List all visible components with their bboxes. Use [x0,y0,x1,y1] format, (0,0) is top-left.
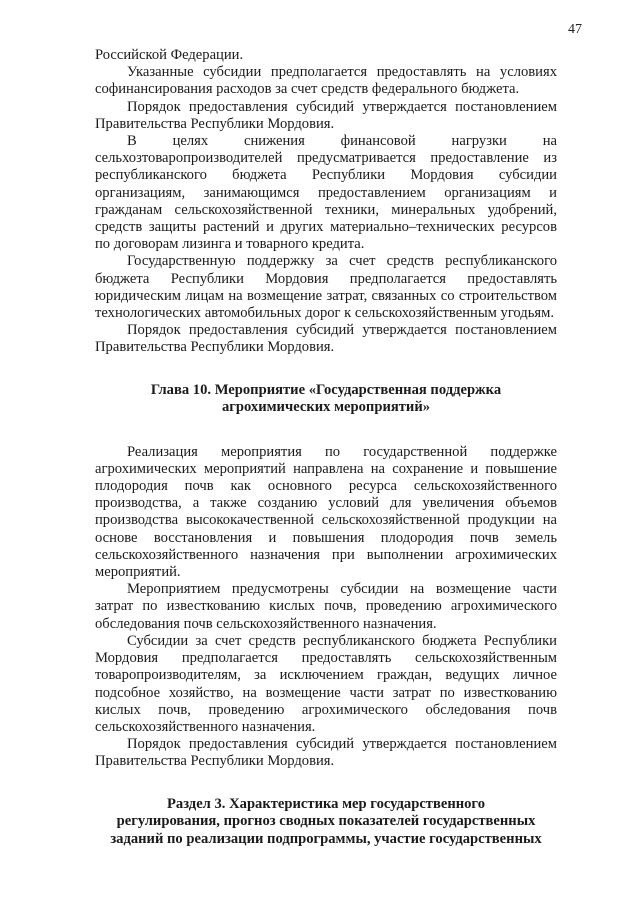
section-heading [95,796,557,849]
paragraph: Порядок предоставления субсидий утверждается постановлением Правительства Республики Мордовия. [95,322,557,356]
section-heading-line: Раздел 3. Характеристика мер государственного [167,795,485,812]
paragraph: Российской Федерации. [95,47,244,63]
paragraph: Субсидии за счет средств республиканского бюджета Республики Мордовия предполагается предоставлять сельскохозяйственным товаропроизводителям, за исключением граждан, ведущих личное подсобное хозяйство, на возмещение части затрат по известкованию кислых почв, проведению агрохимического обследования почв сельскохозяйственного назначения. [95,632,557,735]
paragraph: Государственную поддержку за счет средств республиканского бюджета Республики Мордовия предполагается предоставлять юридическим лицам на возмещение затрат, связанных со строительством технологических автомобильных дорог к сельскохозяйственным угодьям. [95,253,557,322]
chapter-heading-line: агрохимических мероприятий» [221,399,431,416]
paragraph: В целях снижения финансовой нагрузки на сельхозтоваропроизводителей предусматривается предоставление из республиканского бюджета Республики Мордовия субсидии организациям, занимающимся предоставлением организациям и гражданам сельскохозяйственной техники, минеральных удобрений, средств защиты растений и других материально–технических ресурсов по договорам лизинга и товарного кредита. [95,133,557,253]
page-number: 47 [568,22,582,37]
section-heading-line: регулирования, прогноз сводных показателей государственных [116,813,536,830]
paragraph: Реализация мероприятия по государственной поддержке агрохимических мероприятий направлена на сохранение и повышение плодородия почв как основного ресурса сельскохозяйственного производства, а также созданию условий для увеличения объемов производства высококачественной сельскохозяйственной продукции на основе восстановления и повышения плодородия почв земель сельскохозяйственного назначения при выполнении агрохимических мероприятий. [95,443,557,581]
paragraph: Порядок предоставления субсидий утверждается постановлением Правительства Республики Мордовия. [95,98,557,132]
paragraph: Указанные субсидии предполагается предоставлять на условиях софинансирования расходов за счет средств федерального бюджета. [95,64,557,98]
chapter-heading-line: Глава 10. Мероприятие «Государственная поддержка [150,381,502,398]
section-heading-line: заданий по реализации подпрограммы, участие государственных [110,830,542,847]
paragraph: Порядок предоставления субсидий утверждается постановлением Правительства Республики Мордовия. [95,736,557,770]
page-content [95,47,557,848]
paragraph: Мероприятием предусмотрены субсидии на возмещение части затрат по известкованию кислых почв, проведению агрохимического обследования почв сельскохозяйственного назначения. [95,581,557,632]
chapter-heading [95,382,557,417]
